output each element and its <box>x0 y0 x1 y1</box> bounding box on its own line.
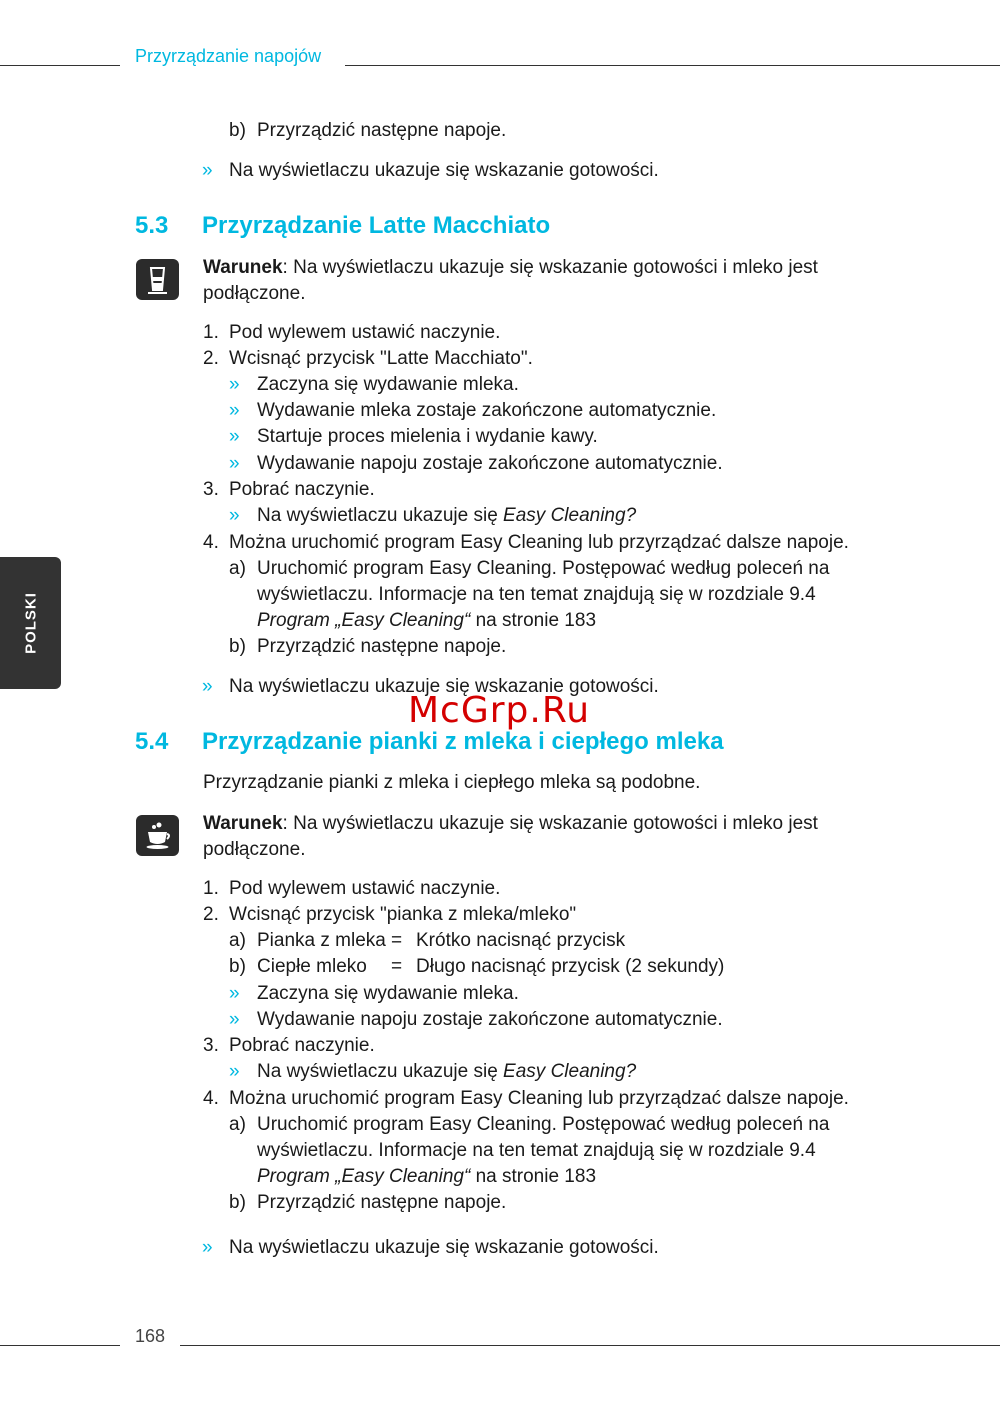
latte-macchiato-icon <box>136 259 179 300</box>
step-4-text: Można uruchomić program Easy Cleaning lub przyrządzać dalsze napoje. <box>229 1088 849 1109</box>
language-tab <box>0 557 61 689</box>
language-tab-label: POLSKI <box>22 592 39 654</box>
step-2-result: Zaczyna się wydawanie mleka. <box>257 374 519 395</box>
step-4a-marker: a) <box>229 558 246 579</box>
result-arrow-icon: » <box>229 505 240 526</box>
step-2-result: Wydawanie mleka zostaje zakończone automatycznie. <box>257 400 717 421</box>
step-b-text: Przyrządzić następne napoje. <box>257 120 507 141</box>
page-number: 168 <box>135 1326 166 1346</box>
step-3-text: Pobrać naczynie. <box>229 1035 375 1056</box>
result-arrow-icon: » <box>202 676 213 697</box>
step-2a-equals: = <box>391 930 403 951</box>
result-arrow-icon: » <box>229 426 240 447</box>
step-3-result-text: Na wyświetlaczu ukazuje się <box>257 1061 504 1082</box>
cross-reference[interactable]: Program „Easy Cleaning“ <box>257 1166 471 1187</box>
cross-reference[interactable]: Program „Easy Cleaning“ <box>257 610 471 631</box>
header-rule-right <box>345 65 1000 66</box>
result-arrow-icon: » <box>202 160 213 181</box>
step-3-marker: 3. <box>203 1035 219 1056</box>
step-4b-marker: b) <box>229 636 246 657</box>
footer-rule-left <box>0 1345 120 1346</box>
section-title: Przyrządzanie pianki z mleka i ciepłego mleka <box>202 728 724 755</box>
result-arrow-icon: » <box>202 1237 213 1258</box>
step-1-text: Pod wylewem ustawić naczynie. <box>229 322 501 343</box>
final-result: Na wyświetlaczu ukazuje się wskazanie gotowości. <box>229 1237 659 1258</box>
step-3-result <box>257 505 636 527</box>
header-title: Przyrządzanie napojów <box>135 46 322 66</box>
condition-text: : Na wyświetlaczu ukazuje się wskazanie gotowości i mleko jest <box>282 257 818 278</box>
step-4a-line3 <box>257 610 596 632</box>
result-arrow-icon: » <box>229 1009 240 1030</box>
step-2a-desc: Krótko nacisnąć przycisk <box>416 930 626 951</box>
result-arrow-icon: » <box>229 400 240 421</box>
step-b-marker: b) <box>229 120 246 141</box>
step-4a-line2: wyświetlaczu. Informacje na ten temat znajdują się w rozdziale 9.4 <box>257 1140 816 1161</box>
condition-continued: podłączone. <box>203 283 306 304</box>
step-1-marker: 1. <box>203 878 219 899</box>
result-arrow-icon: » <box>229 453 240 474</box>
step-2b-marker: b) <box>229 956 246 977</box>
step-2b-equals: = <box>391 956 403 977</box>
cross-reference-page: na stronie 183 <box>470 610 597 631</box>
step-4-marker: 4. <box>203 1088 219 1109</box>
step-1-marker: 1. <box>203 322 219 343</box>
step-1-text: Pod wylewem ustawić naczynie. <box>229 878 501 899</box>
step-2-result: Wydawanie napoju zostaje zakończone automatycznie. <box>257 453 723 474</box>
condition <box>203 257 818 279</box>
step-4-text: Można uruchomić program Easy Cleaning lub przyrządzać dalsze napoje. <box>229 532 849 553</box>
watermark: McGrp.Ru <box>408 690 591 731</box>
step-4a-line1: Uruchomić program Easy Cleaning. Postępować według poleceń na <box>257 1114 830 1135</box>
header-rule-left <box>0 65 120 66</box>
condition-text: : Na wyświetlaczu ukazuje się wskazanie gotowości i mleko jest <box>282 813 818 834</box>
result-arrow-icon: » <box>229 374 240 395</box>
step-3-result <box>257 1061 636 1083</box>
step-2-marker: 2. <box>203 904 219 925</box>
step-3-result-text: Na wyświetlaczu ukazuje się <box>257 505 504 526</box>
condition-continued: podłączone. <box>203 839 306 860</box>
result-arrow-icon: » <box>229 983 240 1004</box>
section-number: 5.3 <box>135 212 169 239</box>
result-arrow-icon: » <box>229 1061 240 1082</box>
section-heading-5-3 <box>135 212 735 242</box>
final-result: Na wyświetlaczu ukazuje się wskazanie gotowości. <box>229 676 659 697</box>
condition-label: Warunek <box>203 257 283 278</box>
step-2-text: Wcisnąć przycisk "pianka z mleka/mleko" <box>229 904 577 925</box>
step-3-text: Pobrać naczynie. <box>229 479 375 500</box>
condition-label: Warunek <box>203 813 283 834</box>
step-4a-line3 <box>257 1166 596 1188</box>
step-4b-text: Przyrządzić następne napoje. <box>257 636 507 657</box>
result-text: Na wyświetlaczu ukazuje się wskazanie gotowości. <box>229 160 659 181</box>
step-2-text: Wcisnąć przycisk "Latte Macchiato". <box>229 348 533 369</box>
cross-reference-page: na stronie 183 <box>470 1166 597 1187</box>
step-2-result: Startuje proces mielenia i wydanie kawy. <box>257 426 598 447</box>
step-4a-marker: a) <box>229 1114 246 1135</box>
section-intro: Przyrządzanie pianki z mleka i ciepłego mleka są podobne. <box>203 772 701 793</box>
step-2b-name: Ciepłe mleko <box>257 956 367 977</box>
section-heading-5-4 <box>135 728 835 758</box>
step-4a-line2: wyświetlaczu. Informacje na ten temat znajdują się w rozdziale 9.4 <box>257 584 816 605</box>
section-title: Przyrządzanie Latte Macchiato <box>202 212 551 239</box>
step-2a-name: Pianka z mleka <box>257 930 386 951</box>
step-4a-line1: Uruchomić program Easy Cleaning. Postępować według poleceń na <box>257 558 830 579</box>
milk-foam-icon <box>136 815 179 856</box>
step-2-result: Wydawanie napoju zostaje zakończone automatycznie. <box>257 1009 723 1030</box>
step-3-marker: 3. <box>203 479 219 500</box>
section-number: 5.4 <box>135 728 169 755</box>
step-2b-desc: Długo nacisnąć przycisk (2 sekundy) <box>416 956 725 977</box>
step-3-result-italic: Easy Cleaning? <box>503 1061 637 1082</box>
step-4-marker: 4. <box>203 532 219 553</box>
step-3-result-italic: Easy Cleaning? <box>503 505 637 526</box>
step-2-marker: 2. <box>203 348 219 369</box>
step-4b-marker: b) <box>229 1192 246 1213</box>
condition <box>203 813 818 835</box>
step-4b-text: Przyrządzić następne napoje. <box>257 1192 507 1213</box>
step-2a-marker: a) <box>229 930 246 951</box>
step-2-result: Zaczyna się wydawanie mleka. <box>257 983 519 1004</box>
footer-rule-right <box>180 1345 1000 1346</box>
